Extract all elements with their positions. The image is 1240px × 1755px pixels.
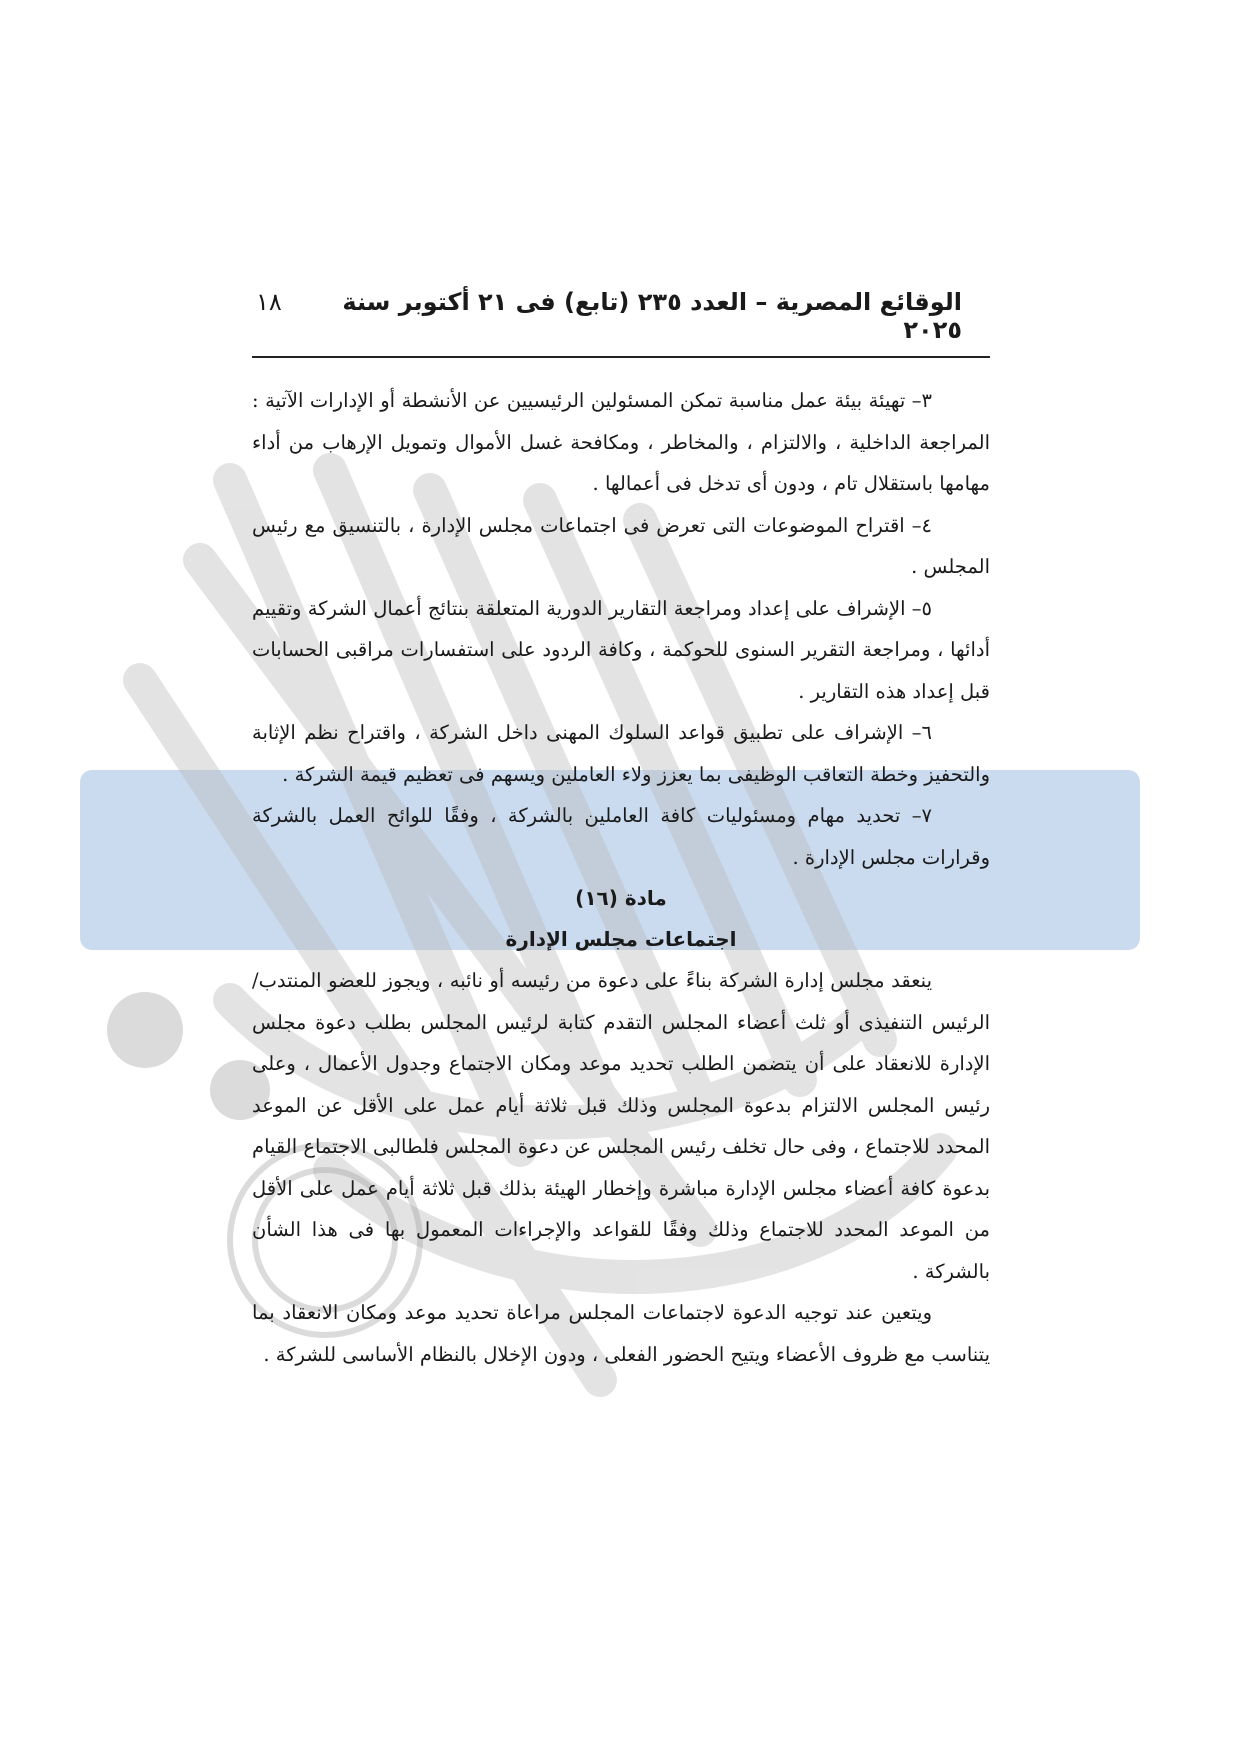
document-page <box>252 280 990 1375</box>
watermark-dot <box>107 992 183 1068</box>
list-item: ٦– الإشراف على تطبيق قواعد السلوك المهنى داخل الشركة ، واقتراح نظم الإثابة والتحفيز وخطة التعاقب الوظيفى بما يعزز ولاء العاملين ويسهم فى تعظيم قيمة الشركة . <box>252 721 990 786</box>
page-header <box>252 280 990 358</box>
paragraph: ينعقد مجلس إدارة الشركة بناءً على دعوة من رئيسه أو نائبه ، ويجوز للعضو المنتدب/ الرئيس التنفيذى أو ثلث أعضاء المجلس التقدم كتابة لرئيس المجلس بطلب دعوة مجلس الإدارة للانعقاد على أن يتضمن الطلب تحديد موعد ومكان الاجتماع وجدول الأعمال ، وعلى رئيس المجلس الالتزام بدعوة المجلس وذلك قبل ثلاثة أيام عمل على الأقل عن الموعد المحدد للاجتماع ، وفى حال تخلف رئيس المجلس عن دعوة المجلس فلطالبى الاجتماع القيام بدعوة كافة أعضاء مجلس الإدارة مباشرة وإخطار الهيئة بذلك قبل ثلاثة أيام عمل على الأقل من الموعد المحدد للاجتماع وذلك وفقًا للقواعد والإجراءات المعمول بها فى هذا الشأن بالشركة . <box>252 969 990 1283</box>
article-number: مادة (١٦) <box>575 886 667 910</box>
article-title: اجتماعات مجلس الإدارة <box>505 927 737 951</box>
list-item: ٥– الإشراف على إعداد ومراجعة التقارير الدورية المتعلقة بنتائج أعمال الشركة وتقييم أدائها ، ومراجعة التقرير السنوى للحوكمة ، وكافة الردود على استفسارات مراقبى الحسابات قبل إعداد هذه التقارير . <box>252 596 990 703</box>
header-title: الوقائع المصرية – العدد ٢٣٥ (تابع) فى ٢١ أكتوبر سنة ٢٠٢٥ <box>342 288 962 344</box>
document-body <box>252 380 990 1375</box>
paragraph: ويتعين عند توجيه الدعوة لاجتماعات المجلس مراعاة تحديد موعد ومكان الانعقاد بما يتناسب مع ظروف الأعضاء ويتيح الحضور الفعلى ، ودون الإخلال بالنظام الأساسى للشركة . <box>252 1301 990 1366</box>
page-number: ١٨ <box>256 288 282 316</box>
list-item: ٤– اقتراح الموضوعات التى تعرض فى اجتماعات مجلس الإدارة ، بالتنسيق مع رئيس المجلس . <box>252 513 990 578</box>
list-item: ٣– تهيئة بيئة عمل مناسبة تمكن المسئولين الرئيسيين عن الأنشطة أو الإدارات الآتية : المراجعة الداخلية ، والالتزام ، والمخاطر ، ومكافحة غسل الأموال وتمويل الإرهاب من أداء مهامها باستقلال تام ، ودون أى تدخل فى أعمالها . <box>252 389 990 495</box>
list-item: ٧– تحديد مهام ومسئوليات كافة العاملين بالشركة ، وفقًا للوائح العمل بالشركة وقرارات مجلس الإدارة . <box>252 804 990 869</box>
